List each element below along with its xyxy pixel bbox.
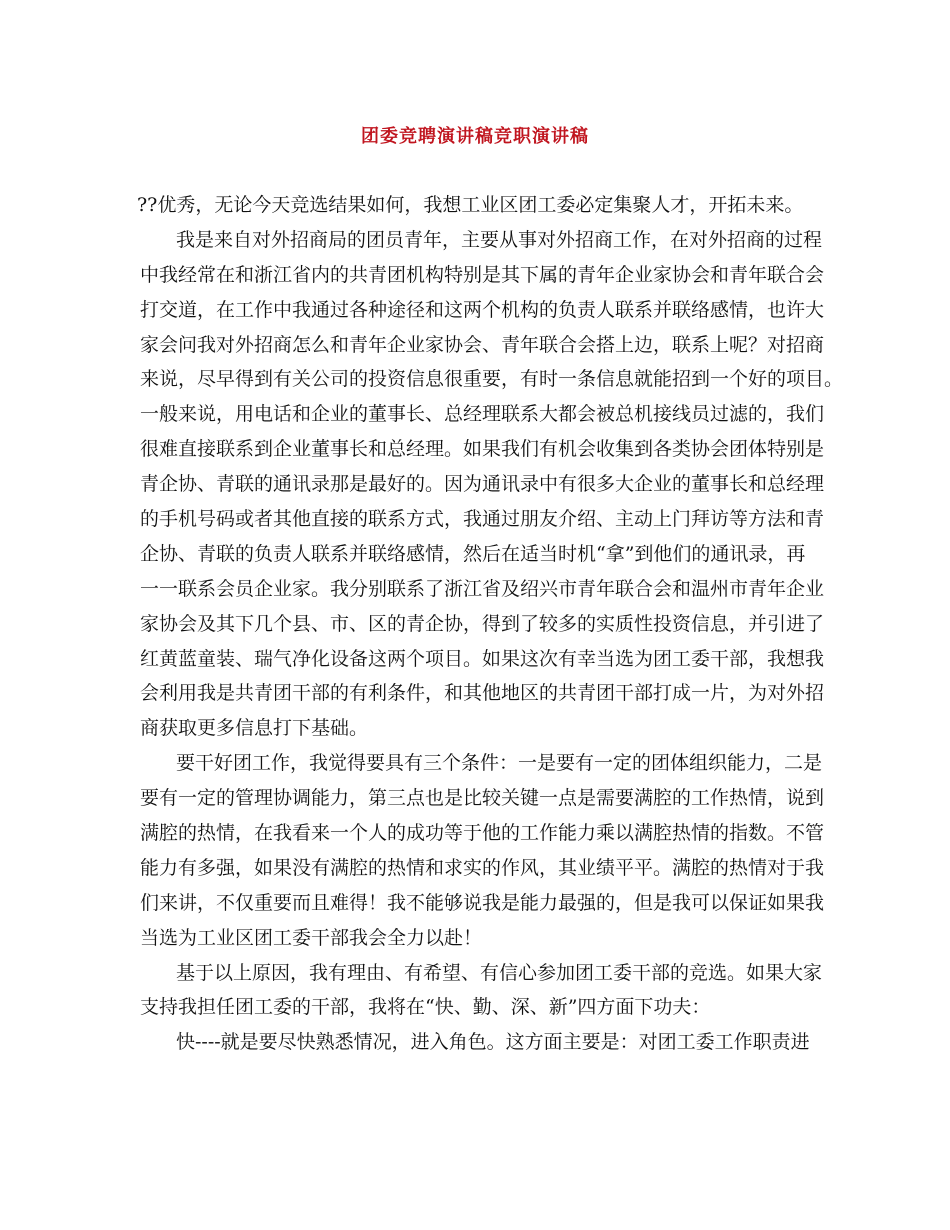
- text-line: 们来讲，不仅重要而且难得！我不能够说我是能力最强的，但是我可以保证如果我: [140, 891, 825, 914]
- text-line: 红黄蓝童装、瑞气净化设备这两个项目。如果这次有幸当选为团工委干部，我想我: [140, 647, 825, 670]
- text-line: 基于以上原因，我有理由、有希望、有信心参加团工委干部的竞选。如果大家: [176, 961, 823, 984]
- text-line: 满腔的热情，在我看来一个人的成功等于他的工作能力乘以满腔热情的指数。不管: [140, 822, 825, 845]
- text-line: 一一联系会员企业家。我分别联系了浙江省及绍兴市青年联合会和温州市青年企业: [140, 577, 825, 600]
- text-line: 我是来自对外招商局的团员青年，主要从事对外招商工作，在对外招商的过程: [176, 228, 823, 251]
- text-line: 打交道，在工作中我通过各种途径和这两个机构的负责人联系并联络感情，也许大: [140, 298, 825, 321]
- text-line: 商获取更多信息打下基础。: [140, 717, 369, 740]
- text-line: 企协、青联的负责人联系并联络感情，然后在适当时机“拿”到他们的通讯录，再: [140, 542, 806, 565]
- text-line: ??优秀，无论今天竞选结果如何，我想工业区团工委必定集聚人才，开拓未来。: [137, 194, 804, 216]
- document-body: [137, 188, 844, 1060]
- text-line: 青企协、青联的通讯录那是最好的。因为通讯录中有很多大企业的董事长和总经理: [140, 473, 825, 496]
- text-line: 来说，尽早得到有关公司的投资信息很重要，有时一条信息就能招到一个好的项目。: [140, 368, 844, 391]
- text-line: 一般来说，用电话和企业的董事长、总经理联系大都会被总机接线员过滤的，我们: [140, 403, 825, 426]
- text-line: 能力有多强，如果没有满腔的热情和求实的作风，其业绩平平。满腔的热情对于我: [140, 856, 825, 879]
- text-line: 的手机号码或者其他直接的联系方式，我通过朋友介绍、主动上门拜访等方法和青: [140, 508, 825, 531]
- text-line: 要干好团工作，我觉得要具有三个条件：一是要有一定的团体组织能力，二是: [176, 752, 823, 775]
- text-line: 当选为工业区团工委干部我会全力以赴！: [140, 926, 483, 949]
- text-line: 很难直接联系到企业董事长和总经理。如果我们有机会收集到各类协会团体特别是: [140, 438, 825, 461]
- text-line: 家协会及其下几个县、市、区的青企协，得到了较多的实质性投资信息，并引进了: [140, 612, 825, 635]
- document-title: 团委竞聘演讲稿竞职演讲稿: [361, 126, 589, 147]
- text-line: 家会问我对外招商怎么和青年企业家协会、青年联合会搭上边，联系上呢？对招商: [140, 333, 825, 356]
- text-line: 要有一定的管理协调能力，第三点也是比较关键一点是需要满腔的工作热情，说到: [140, 787, 825, 810]
- text-line: 支持我担任团工委的干部，我将在“快、勤、深、新”四方面下功夫：: [140, 996, 711, 1019]
- text-line: 会利用我是共青团干部的有利条件，和其他地区的共青团干部打成一片，为对外招: [140, 682, 825, 705]
- text-line: 快----就是要尽快熟悉情况，进入角色。这方面主要是：对团工委工作职责进: [176, 1031, 810, 1054]
- text-line: 中我经常在和浙江省内的共青团机构特别是其下属的青年企业家协会和青年联合会: [140, 263, 825, 286]
